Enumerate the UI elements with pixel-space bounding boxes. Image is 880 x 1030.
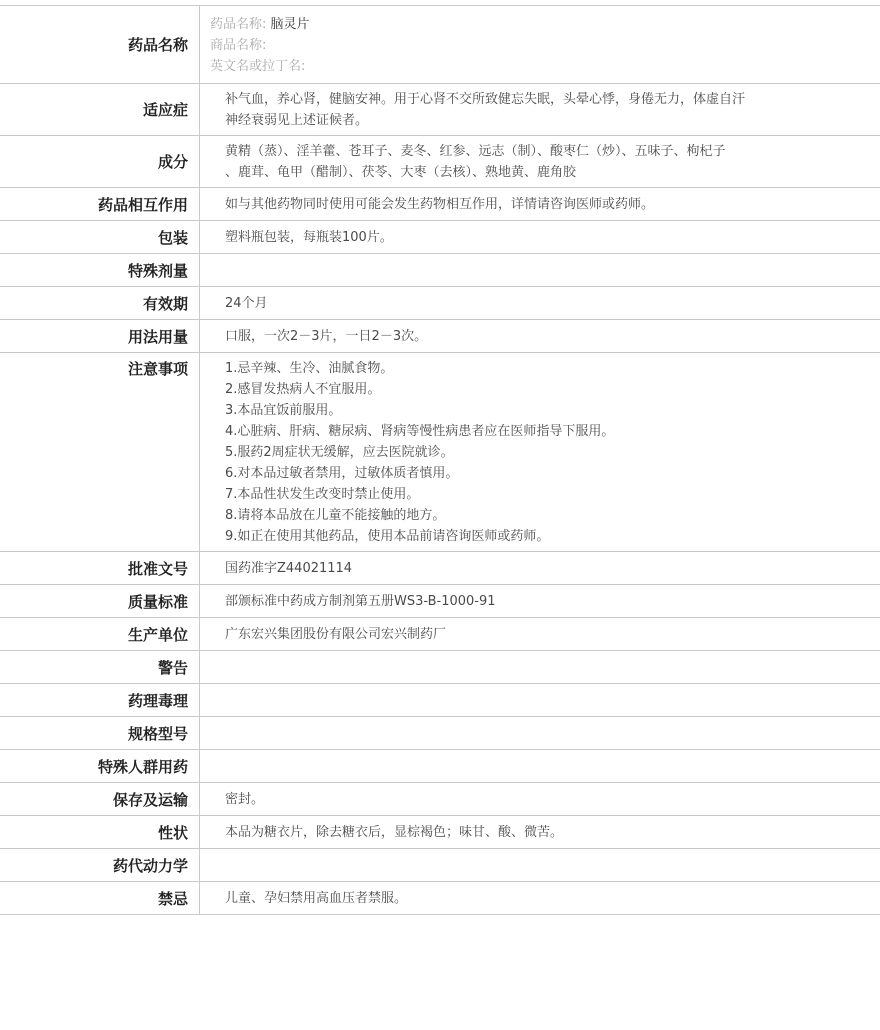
row-manufacturer [0, 618, 880, 651]
row-contraindications [0, 882, 880, 915]
row-value [200, 717, 880, 749]
value-line: 口服，一次2－3片，一日2－3次。 [225, 328, 428, 344]
value-line: 2.感冒发热病人不宜服用。 [225, 382, 381, 397]
value-line: 密封。 [225, 791, 265, 807]
value-line: 9.如正在使用其他药品，使用本品前请咨询医师或药师。 [225, 529, 550, 544]
row-appearance [0, 816, 880, 849]
row-label: 特殊人群用药 [0, 750, 200, 782]
row-dosage [0, 320, 880, 353]
row-drug-name [0, 6, 880, 84]
value-line: 5.服药2周症状无缓解，应去医院就诊。 [225, 445, 454, 460]
value-line: 如与其他药物同时使用可能会发生药物相互作用，详情请咨询医师或药师。 [225, 196, 655, 212]
value-line: 24个月 [225, 295, 268, 311]
row-value [200, 84, 880, 135]
row-storage-transport [0, 783, 880, 816]
row-label: 规格型号 [0, 717, 200, 749]
value-line: 塑料瓶包装，每瓶装100片。 [225, 229, 393, 245]
row-label: 药品名称 [0, 6, 200, 83]
row-label: 批准文号 [0, 552, 200, 584]
trade-name-line [210, 35, 800, 56]
row-pharmacology-toxicology [0, 684, 880, 717]
row-value [200, 849, 880, 881]
row-shelf-life [0, 287, 880, 320]
row-value [200, 750, 880, 782]
row-specification [0, 717, 880, 750]
row-value [200, 882, 880, 914]
row-label: 有效期 [0, 287, 200, 319]
row-label: 质量标准 [0, 585, 200, 617]
trade-name-key: 商品名称: [210, 38, 267, 53]
row-special-dosage [0, 254, 880, 287]
generic-name-line [210, 14, 800, 35]
row-label: 保存及运输 [0, 783, 200, 815]
row-value [200, 320, 880, 352]
value-line: 8.请将本品放在儿童不能接触的地方。 [225, 508, 446, 523]
row-value [200, 618, 880, 650]
row-label: 药代动力学 [0, 849, 200, 881]
row-label: 成分 [0, 136, 200, 187]
row-value [200, 188, 880, 220]
english-name-key: 英文名或拉丁名: [210, 59, 306, 74]
row-label: 药品相互作用 [0, 188, 200, 220]
row-label: 适应症 [0, 84, 200, 135]
value-line: 补气血，养心肾，健脑安神。用于心肾不交所致健忘失眠，头晕心悸，身倦无力，体虚自汗 [225, 91, 746, 107]
row-value [200, 783, 880, 815]
value-line: 部颁标准中药成方制剂第五册WS3-B-1000-91 [225, 593, 496, 609]
row-label: 药理毒理 [0, 684, 200, 716]
generic-name-key: 药品名称: [210, 17, 267, 32]
value-line: 儿童、孕妇禁用高血压者禁服。 [225, 890, 408, 906]
drug-name-block [200, 6, 880, 83]
value-line: 、鹿茸、龟甲（醋制）、茯苓、大枣（去核）、熟地黄、鹿角胶 [225, 164, 577, 180]
row-value [200, 552, 880, 584]
row-label: 生产单位 [0, 618, 200, 650]
row-indications [0, 84, 880, 136]
row-pharmacokinetics [0, 849, 880, 882]
row-value [200, 287, 880, 319]
row-label: 警告 [0, 651, 200, 683]
row-label: 用法用量 [0, 320, 200, 352]
value-line: 6.对本品过敏者禁用，过敏体质者慎用。 [225, 466, 459, 481]
value-line: 神经衰弱见上述证候者。 [225, 112, 369, 128]
row-value [200, 254, 880, 286]
row-special-populations [0, 750, 880, 783]
row-label: 包装 [0, 221, 200, 253]
row-label: 禁忌 [0, 882, 200, 914]
row-value [200, 585, 880, 617]
row-quality-standard [0, 585, 880, 618]
value-line: 1.忌辛辣、生冷、油腻食物。 [225, 361, 394, 376]
row-ingredients [0, 136, 880, 188]
row-approval-number [0, 552, 880, 585]
value-line: 4.心脏病、肝病、糖尿病、肾病等慢性病患者应在医师指导下服用。 [225, 424, 615, 439]
row-warning [0, 651, 880, 684]
drug-info-table [0, 5, 880, 915]
value-line: 黄精（蒸）、淫羊藿、苍耳子、麦冬、红参、远志（制）、酸枣仁（炒）、五味子、枸杞子 [225, 143, 726, 159]
row-value [200, 816, 880, 848]
row-label: 注意事项 [0, 353, 200, 551]
row-value [200, 684, 880, 716]
value-line: 本品为糖衣片，除去糖衣后，显棕褐色；味甘、酸、微苦。 [225, 824, 564, 840]
value-line: 3.本品宜饭前服用。 [225, 403, 342, 418]
row-value [200, 136, 880, 187]
row-label: 特殊剂量 [0, 254, 200, 286]
row-value [200, 353, 880, 551]
english-name-line [210, 56, 800, 77]
value-line: 广东宏兴集团股份有限公司宏兴制药厂 [225, 626, 447, 642]
row-value [200, 221, 880, 253]
row-precautions [0, 353, 880, 552]
row-drug-interactions [0, 188, 880, 221]
value-line: 7.本品性状发生改变时禁止使用。 [225, 487, 420, 502]
value-line: 国药准字Z44021114 [225, 560, 353, 576]
row-label: 性状 [0, 816, 200, 848]
row-packaging [0, 221, 880, 254]
row-value [200, 651, 880, 683]
info-rows [0, 84, 880, 915]
generic-name-value: 脑灵片 [270, 17, 310, 32]
